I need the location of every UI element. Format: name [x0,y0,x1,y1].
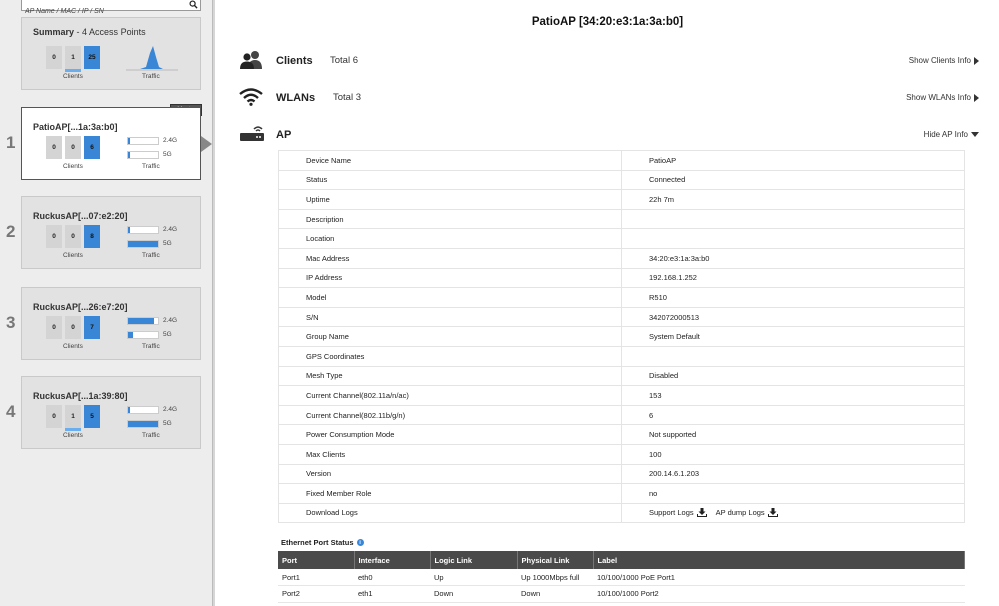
ap-info-row [279,190,965,210]
ap-info-row [279,386,965,406]
ap-info-row [279,464,965,484]
ap-card[interactable] [21,196,201,269]
ap-detail-panel [216,0,999,606]
summary-subtitle: - 4 Access Points [76,27,146,37]
ap-card-name: RuckusAP[...07:e2:20] [33,211,128,221]
ap-client-count: 7 [84,316,100,339]
ap-info-key: Max Clients [279,444,622,464]
hide-ap-info-toggle[interactable] [924,130,979,139]
ap-band-traffic-bar [127,317,159,325]
download-icon [768,508,778,517]
ap-info-value: Connected [622,170,965,190]
ap-band-traffic-fill [128,152,130,158]
ap-info-value [622,229,965,249]
ap-info-value: 200.14.6.1.203 [622,464,965,484]
ap-card-name: RuckusAP[...26:e7:20] [33,302,128,312]
ap-index-number: 1 [6,133,16,152]
ethernet-cell: eth1 [354,586,430,603]
ap-client-count: 6 [84,136,100,159]
ap-info-key: S/N [279,307,622,327]
ethernet-column-header: Interface [354,551,430,569]
ap-info-key: Mesh Type [279,366,622,386]
download-link-label: AP dump Logs [715,508,765,518]
ap-client-count: 0 [65,225,81,248]
ap-clients-label: Clients [63,343,83,350]
ap-band-traffic-bar [127,406,159,414]
ethernet-cell: Port1 [278,569,354,586]
ap-card-name: PatioAP[...1a:3a:b0] [33,122,118,132]
ap-clients-label: Clients [63,252,83,259]
ap-info-key: Version [279,464,622,484]
ap-band-traffic-fill [128,332,133,338]
ap-info-row [279,425,965,445]
summary-count-1: 1 [65,46,81,69]
ap-band-traffic-fill [128,421,158,427]
summary-clients-label: Clients [63,73,83,80]
sidebar-divider [213,0,215,606]
search-icon[interactable] [189,0,198,9]
ap-search-input[interactable] [22,7,182,17]
ap-info-value: no [622,484,965,504]
ap-band-traffic-bar [127,240,159,248]
ap-section-label: AP [276,129,292,141]
ap-band-traffic-bar [127,226,159,234]
ap-card[interactable] [21,107,201,180]
ethernet-port-status-title [281,538,364,547]
ap-band-label: 2.4G [163,137,178,144]
summary-card[interactable] [21,17,201,90]
ethernet-port-row [278,569,965,586]
ap-band-traffic-fill [128,227,130,233]
ap-info-value: 153 [622,386,965,406]
summary-count-underline [65,69,81,72]
download-icon [697,508,707,517]
ap-card[interactable] [21,376,201,449]
ap-info-row [279,366,965,386]
ap-traffic-label: Traffic [142,252,160,259]
ap-info-key: Description [279,209,622,229]
clients-section-label: Clients [276,55,313,67]
ap-info-row [279,346,965,366]
ap-client-count: 0 [46,225,62,248]
summary-count-2: 25 [84,46,100,69]
ap-band-label: 5G [163,331,172,338]
ethernet-cell: Down [517,586,593,603]
ethernet-cell: Port2 [278,586,354,603]
ap-band-label: 5G [163,240,172,247]
ethernet-port-row [278,586,965,603]
ap-info-row [279,307,965,327]
ap-client-count: 0 [65,316,81,339]
ethernet-column-header: Logic Link [430,551,517,569]
ap-band-traffic-fill [128,318,154,324]
ap-band-traffic-bar [127,151,159,159]
ap-info-key: Mac Address [279,248,622,268]
ethernet-cell: eth0 [354,569,430,586]
page-title: PatioAP [34:20:e3:1a:3a:b0] [531,16,684,28]
ap-info-key: Fixed Member Role [279,484,622,504]
ap-band-traffic-fill [128,241,158,247]
download-link-label: Support Logs [649,508,694,518]
ap-info-key: Power Consumption Mode [279,425,622,445]
ap-info-row [279,444,965,464]
ethernet-column-header: Port [278,551,354,569]
ap-info-value: 22h 7m [622,190,965,210]
ethernet-title-text: Ethernet Port Status [281,538,354,547]
ap-info-value: 6 [622,405,965,425]
ap-info-value: Disabled [622,366,965,386]
ap-band-traffic-bar [127,331,159,339]
ap-dump-logs-link[interactable] [716,508,778,517]
ap-info-table [278,150,965,523]
ap-client-count: 1 [65,405,81,428]
ap-band-traffic-bar [127,137,159,145]
ap-info-row [279,248,965,268]
show-clients-info-toggle[interactable] [909,56,979,65]
show-wlans-info-label: Show WLANs Info [906,93,971,102]
ap-clients-label: Clients [63,432,83,439]
ap-info-row [279,151,965,171]
users-icon [239,50,265,70]
summary-count-0: 0 [46,46,62,69]
ap-client-count: 0 [65,136,81,159]
clients-total: Total 6 [330,55,358,66]
ap-info-value: Not supported [622,425,965,445]
ap-info-value: R510 [622,288,965,308]
ap-band-label: 5G [163,420,172,427]
ethernet-port-table [278,551,965,603]
ap-client-count: 5 [84,405,100,428]
ap-band-label: 2.4G [163,406,178,413]
summary-title: Summary - 4 Access Points [33,27,146,37]
ap-info-value [622,209,965,229]
ap-band-label: 5G [163,151,172,158]
ap-info-row [279,229,965,249]
caret-down-icon [971,132,979,137]
wlans-section-label: WLANs [276,92,316,104]
ap-info-row [279,170,965,190]
ap-info-key: Status [279,170,622,190]
ap-info-key: Group Name [279,327,622,347]
ap-sidebar [0,0,213,606]
ap-traffic-label: Traffic [142,163,160,170]
summary-traffic-label: Traffic [142,73,160,80]
ap-clients-label: Clients [63,163,83,170]
ap-traffic-label: Traffic [142,343,160,350]
ap-band-traffic-fill [128,138,130,144]
ap-info-row [279,209,965,229]
show-wlans-info-toggle[interactable] [906,93,979,102]
ap-info-key: Current Channel(802.11b/g/n) [279,405,622,425]
ap-band-label: 2.4G [163,226,178,233]
ethernet-column-header: Physical Link [517,551,593,569]
ap-info-row [279,268,965,288]
ap-info-value: 192.168.1.252 [622,268,965,288]
hide-ap-info-label: Hide AP Info [923,130,968,139]
ap-info-row [279,503,965,523]
ethernet-cell: Down [430,586,517,603]
ap-info-value: 342072000513 [622,307,965,327]
ap-info-value: 100 [622,444,965,464]
ap-band-traffic-fill [128,407,130,413]
ap-info-value [622,503,965,523]
support-logs-link[interactable] [649,508,707,517]
ap-info-value [622,346,965,366]
ap-index-number: 3 [6,313,16,332]
ap-info-key: Device Name [279,151,622,171]
ethernet-column-header: Label [593,551,965,569]
ap-info-value: PatioAP [622,151,965,171]
ap-info-value: System Default [622,327,965,347]
ap-client-count: 0 [46,316,62,339]
ap-info-row [279,484,965,504]
caret-right-icon [974,57,979,65]
ap-search-box [21,0,201,11]
ap-info-key: Model [279,288,622,308]
ap-info-key: Location [279,229,622,249]
ap-card-name: RuckusAP[...1a:39:80] [33,391,128,401]
ethernet-cell: Up [430,569,517,586]
ap-index-number: 2 [6,222,16,241]
ethernet-cell: Up 1000Mbps full [517,569,593,586]
ap-info-key: IP Address [279,268,622,288]
ap-info-key: GPS Coordinates [279,346,622,366]
ap-band-traffic-bar [127,420,159,428]
ethernet-cell: 10/100/1000 PoE Port1 [593,569,965,586]
show-clients-info-label: Show Clients Info [908,56,971,65]
caret-right-icon [974,94,979,102]
wifi-icon [239,88,263,106]
ap-info-key: Download Logs [279,503,622,523]
wlans-total: Total 3 [333,92,361,103]
ap-info-key: Current Channel(802.11a/n/ac) [279,386,622,406]
access-point-icon [239,124,265,142]
ethernet-cell: 10/100/1000 Port2 [593,586,965,603]
ap-client-count: 8 [84,225,100,248]
ap-info-row [279,405,965,425]
info-icon[interactable]: i [357,539,364,546]
ap-client-count: 0 [46,136,62,159]
ap-card[interactable] [21,287,201,360]
ap-client-count: 0 [46,405,62,428]
ap-band-label: 2.4G [163,317,178,324]
selected-ap-arrow [201,136,212,152]
summary-traffic-sparkline [126,43,178,71]
ap-traffic-label: Traffic [142,432,160,439]
ap-info-key: Uptime [279,190,622,210]
ap-index-number: 4 [6,402,16,421]
ap-count-underline [65,428,81,431]
ap-info-row [279,288,965,308]
ap-info-value: 34:20:e3:1a:3a:b0 [622,248,965,268]
ap-info-row [279,327,965,347]
